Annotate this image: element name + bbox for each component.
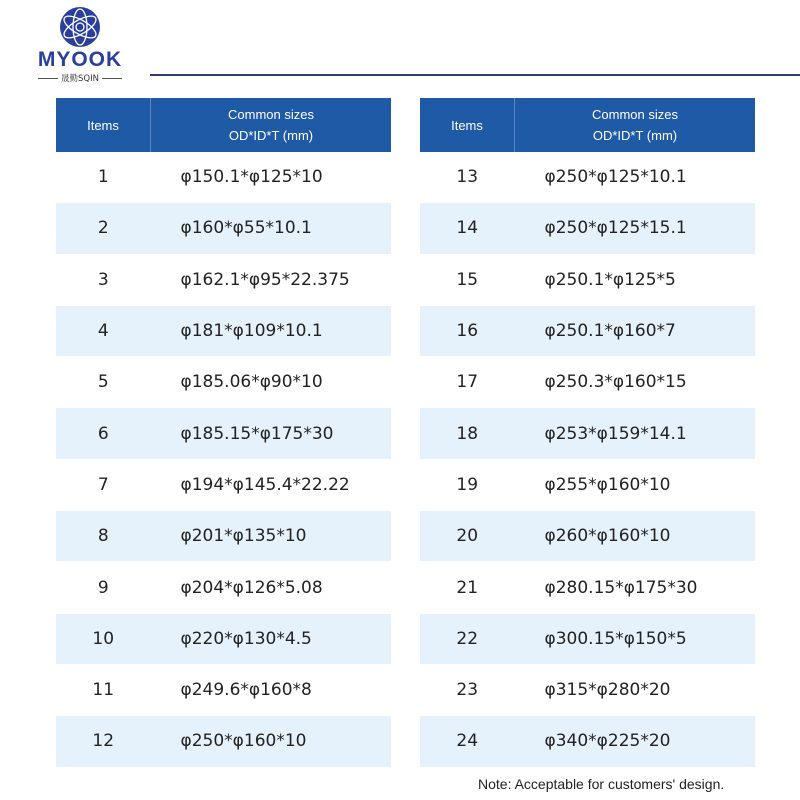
globe-logo-icon	[59, 6, 101, 48]
item-number: 8	[56, 511, 151, 562]
table-row	[420, 152, 755, 203]
table-row	[56, 203, 391, 254]
item-number: 2	[56, 203, 151, 254]
units-label: OD*ID*T (mm)	[228, 128, 314, 143]
brand-subtitle-row	[28, 72, 132, 84]
table-row	[420, 254, 755, 305]
table-row	[56, 664, 391, 715]
size-value: φ194*φ145.4*22.22	[151, 459, 392, 510]
size-value: φ280.15*φ175*30	[515, 562, 756, 613]
size-value: φ160*φ55*10.1	[151, 203, 392, 254]
item-number: 7	[56, 459, 151, 510]
item-number: 15	[420, 254, 515, 305]
brand-name: MYOOK	[37, 48, 123, 71]
table-row	[56, 613, 391, 664]
table-row	[56, 716, 391, 767]
table-row	[420, 203, 755, 254]
items-column-header: Items	[420, 98, 515, 152]
size-value: φ250*φ125*15.1	[515, 203, 756, 254]
table-row	[420, 459, 755, 510]
table-row	[420, 613, 755, 664]
table-row	[56, 254, 391, 305]
item-number: 21	[420, 562, 515, 613]
size-value: φ253*φ159*14.1	[515, 408, 756, 459]
item-number: 1	[56, 152, 151, 203]
table-row	[56, 562, 391, 613]
table-row	[420, 305, 755, 356]
brand-logo	[28, 6, 132, 84]
size-value: φ150.1*φ125*10	[151, 152, 392, 203]
item-number: 20	[420, 511, 515, 562]
size-value: φ220*φ130*4.5	[151, 613, 392, 664]
size-value: φ201*φ135*10	[151, 511, 392, 562]
table-row	[56, 459, 391, 510]
sizes-table-left	[56, 98, 391, 768]
size-value: φ315*φ280*20	[515, 664, 756, 715]
item-number: 23	[420, 664, 515, 715]
item-number: 22	[420, 613, 515, 664]
item-number: 16	[420, 305, 515, 356]
size-value: φ204*φ126*5.08	[151, 562, 392, 613]
table-row	[56, 357, 391, 408]
item-number: 10	[56, 613, 151, 664]
table-header-row	[420, 98, 755, 152]
table-header-row	[56, 98, 391, 152]
size-value: φ250.1*φ125*5	[515, 254, 756, 305]
size-value: φ181*φ109*10.1	[151, 305, 392, 356]
sizes-table-right	[420, 98, 755, 768]
item-number: 13	[420, 152, 515, 203]
item-number: 19	[420, 459, 515, 510]
item-number: 9	[56, 562, 151, 613]
size-value: φ300.15*φ150*5	[515, 613, 756, 664]
table-row	[420, 562, 755, 613]
size-value: φ250*φ125*10.1	[515, 152, 756, 203]
size-value: φ162.1*φ95*22.375	[151, 254, 392, 305]
item-number: 12	[56, 716, 151, 767]
table-row	[420, 511, 755, 562]
size-value: φ185.15*φ175*30	[151, 408, 392, 459]
item-number: 11	[56, 664, 151, 715]
item-number: 3	[56, 254, 151, 305]
table-row	[420, 664, 755, 715]
header-divider	[150, 74, 800, 76]
table-row	[56, 152, 391, 203]
item-number: 5	[56, 357, 151, 408]
item-number: 14	[420, 203, 515, 254]
table-row	[56, 408, 391, 459]
size-value: φ250.1*φ160*7	[515, 305, 756, 356]
table-row	[420, 408, 755, 459]
common-sizes-column-header	[151, 98, 392, 152]
size-value: φ250.3*φ160*15	[515, 357, 756, 408]
size-value: φ249.6*φ160*8	[151, 664, 392, 715]
common-sizes-label: Common sizes	[592, 107, 678, 122]
table-row	[420, 357, 755, 408]
item-number: 6	[56, 408, 151, 459]
size-value: φ260*φ160*10	[515, 511, 756, 562]
brand-subtitle: 晟勤SQIN	[61, 74, 99, 84]
table-row	[56, 305, 391, 356]
item-number: 4	[56, 305, 151, 356]
divider	[102, 78, 122, 79]
divider	[38, 78, 58, 79]
common-sizes-column-header	[515, 98, 756, 152]
size-value: φ185.06*φ90*10	[151, 357, 392, 408]
size-value: φ255*φ160*10	[515, 459, 756, 510]
size-value: φ250*φ160*10	[151, 716, 392, 767]
design-note: Note: Acceptable for customers' design.	[478, 776, 725, 792]
size-value: φ340*φ225*20	[515, 716, 756, 767]
units-label: OD*ID*T (mm)	[592, 128, 678, 143]
table-row	[56, 511, 391, 562]
item-number: 18	[420, 408, 515, 459]
item-number: 17	[420, 357, 515, 408]
common-sizes-label: Common sizes	[228, 107, 314, 122]
item-number: 24	[420, 716, 515, 767]
items-column-header: Items	[56, 98, 151, 152]
table-row	[420, 716, 755, 767]
